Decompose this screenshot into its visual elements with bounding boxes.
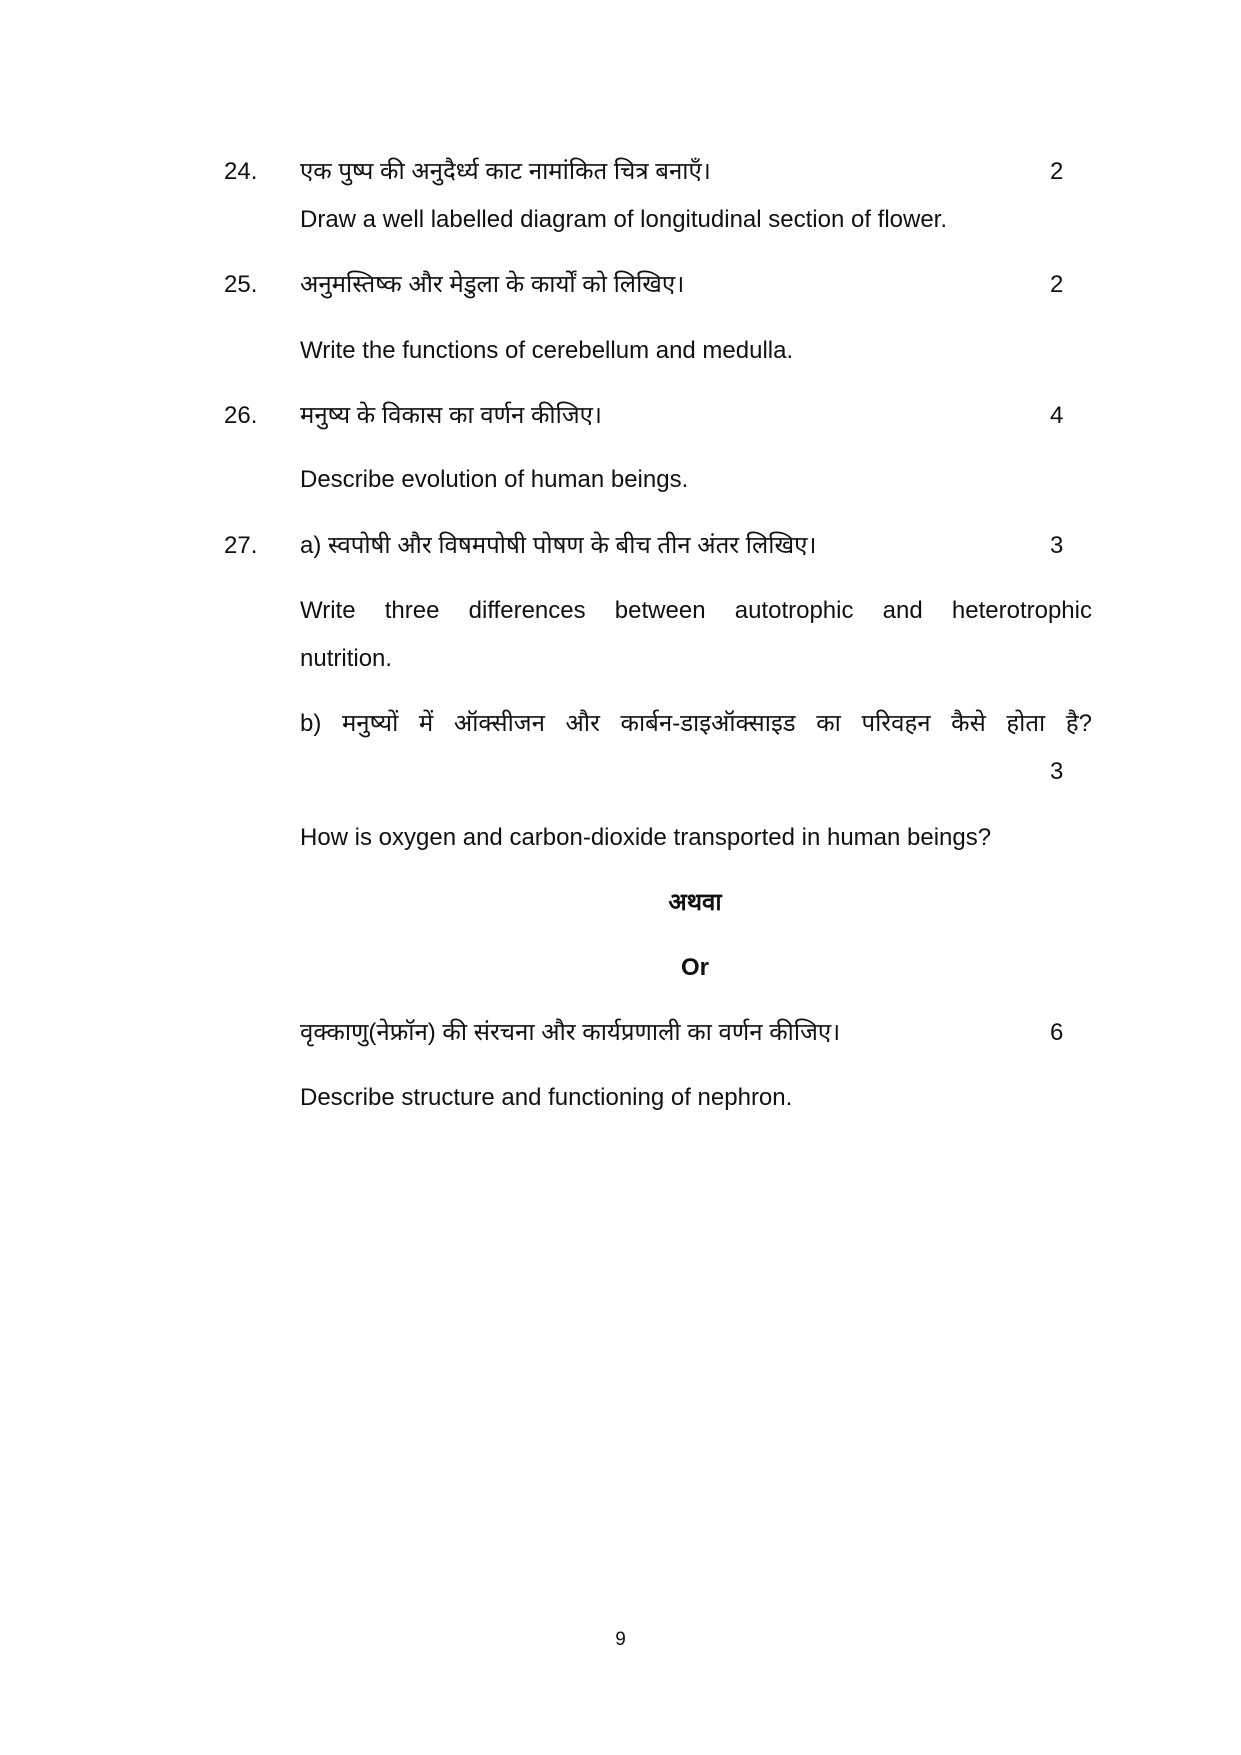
question-27-alt-english: Describe structure and functioning of nephron. (300, 1084, 793, 1111)
question-27a-english-line2: nutrition. (300, 645, 393, 672)
question-26-marks: 4 (1050, 402, 1064, 429)
or-english-heading: Or (680, 954, 709, 981)
question-25-marks: 2 (1050, 271, 1064, 298)
question-24-marks: 2 (1050, 158, 1064, 185)
question-27a-marks: 3 (1050, 532, 1064, 559)
or-hindi-heading: अथवा (668, 889, 722, 916)
question-26-number: 26. (224, 402, 258, 429)
page-number: 9 (615, 1629, 626, 1650)
question-25-hindi: अनुमस्तिष्क और मेडुला के कार्यों को लिखिए। (300, 271, 685, 298)
question-26-english: Describe evolution of human beings. (300, 466, 689, 493)
question-27-number: 27. (224, 532, 258, 559)
question-27-alt-hindi: वृक्काणु(नेफ्रॉन) की संरचना और कार्यप्रणाली का वर्णन कीजिए। (300, 1019, 841, 1046)
question-27-alt-marks: 6 (1050, 1019, 1064, 1046)
question-27b-english: How is oxygen and carbon-dioxide transported in human beings? (300, 824, 992, 851)
question-27b-marks: 3 (1050, 758, 1064, 785)
question-24-english: Draw a well labelled diagram of longitudinal section of flower. (300, 206, 948, 233)
question-26-hindi: मनुष्य के विकास का वर्णन कीजिए। (300, 402, 603, 429)
question-24-number: 24. (224, 158, 258, 185)
question-24-hindi: एक पुष्प की अनुदैर्ध्य काट नामांकित चित्र बनाएँ। (300, 158, 711, 185)
question-25-english: Write the functions of cerebellum and medulla. (300, 337, 794, 364)
question-27b-hindi: b) मनुष्यों में ऑक्सीजन और कार्बन-डाइऑक्साइड का परिवहन कैसे होता है? (300, 710, 1092, 737)
question-25-number: 25. (224, 271, 258, 298)
question-27a-english-line1: Write three differences between autotrophic and heterotrophic (300, 597, 1092, 624)
question-27a-hindi: a) स्वपोषी और विषमपोषी पोषण के बीच तीन अंतर लिखिए। (300, 532, 817, 559)
